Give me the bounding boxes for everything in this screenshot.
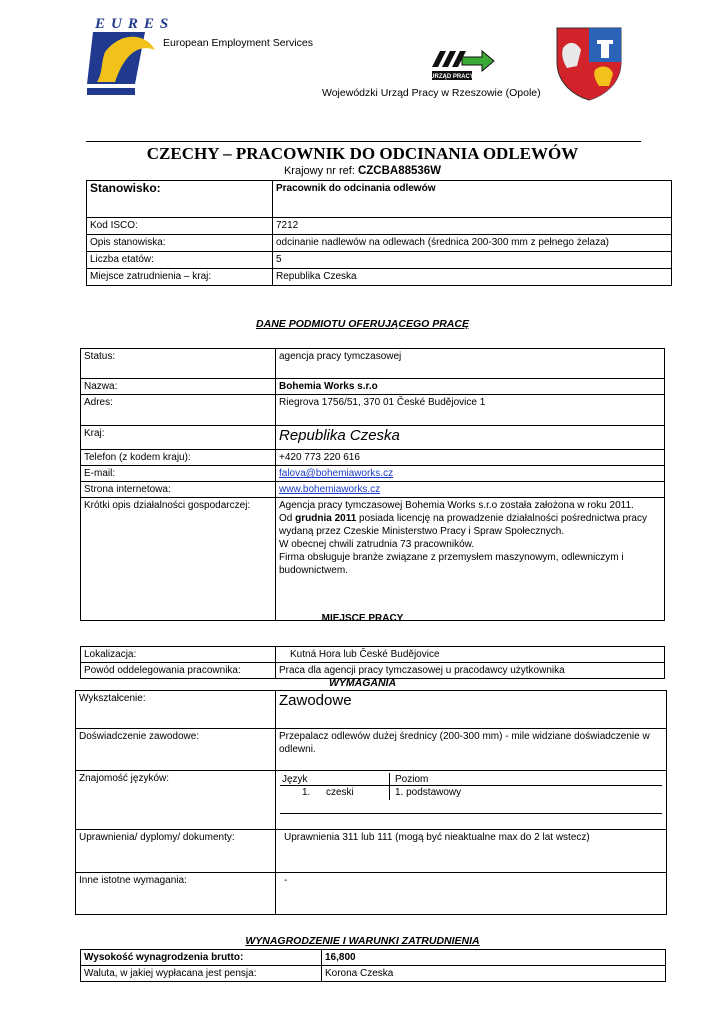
level-column-header: Poziom — [395, 774, 429, 785]
languages-label: Znajomość języków: — [76, 771, 276, 830]
country-label: Miejsce zatrudnienia – kraj: — [87, 269, 273, 286]
currency-label: Waluta, w jakiej wypłacana jest pensja: — [81, 966, 322, 982]
job-description-value: odcinanie nadlewów na odlewach (średnica 200-300 mm z pełnego żelaza) — [273, 235, 672, 252]
office-name: Wojewódzki Urząd Pracy w Rzeszowie (Opole) — [322, 87, 541, 99]
workplace-table — [80, 646, 665, 679]
address-value: Riegrova 1756/51, 370 01 České Budějovice 1 — [276, 395, 665, 426]
employer-country-label: Kraj: — [81, 426, 276, 450]
email-label: E-mail: — [81, 466, 276, 482]
employer-heading: DANE PODMIOTU OFERUJĄCEGO PRACĘ — [256, 318, 469, 330]
experience-value — [276, 729, 667, 771]
description-line: W obecnej chwili zatrudnia 73 pracowników. — [279, 539, 475, 550]
requirements-table — [75, 690, 667, 915]
status-label: Status: — [81, 349, 276, 379]
permits-value: Uprawnienia 311 lub 111 (mogą być nieaktualne max do 2 lat wstecz) — [276, 830, 667, 873]
description-line: Agencja pracy tymczasowej Bohemia Works s.r.o została założona w roku 2011. — [279, 500, 634, 511]
reason-value: Praca dla agencji pracy tymczasowej u pracodawcy użytkownika — [276, 663, 665, 679]
eures-logo — [85, 22, 165, 104]
reference-line — [0, 165, 725, 177]
description-value — [276, 498, 665, 621]
reason-label: Powód oddelegowania pracownika: — [81, 663, 276, 679]
experience-line: Przepalacz odlewów dużej średnicy (200-300 mm) - mile widziane doświadczenie w — [279, 731, 650, 742]
salary-table — [80, 949, 666, 982]
eures-logo-text: EURES — [95, 16, 175, 32]
education-value: Zawodowe — [276, 691, 667, 729]
urzad-pracy-logo — [428, 45, 496, 83]
location-label: Lokalizacja: — [81, 647, 276, 663]
gross-salary-label: Wysokość wynagrodzenia brutto: — [81, 950, 322, 966]
language-column-header: Język — [282, 774, 308, 785]
location-value: Kutná Hora lub České Budějovice — [276, 647, 665, 663]
permits-label: Uprawnienia/ dyplomy/ dokumenty: — [76, 830, 276, 873]
stanowisko-value: Pracownik do odcinania odlewów — [273, 181, 672, 218]
positions-value: 5 — [273, 252, 672, 269]
language-number: 1. — [302, 787, 311, 798]
employer-table — [80, 348, 665, 621]
phone-label: Telefon (z kodem kraju): — [81, 450, 276, 466]
eures-tagline: European Employment Services — [163, 37, 313, 49]
coat-of-arms-logo — [553, 22, 625, 102]
description-line: Od grudnia 2011 posiada licencję na prowadzenie działalności pośrednictwa pracy — [279, 513, 647, 524]
other-requirements-value: - — [276, 873, 667, 915]
table-row — [87, 218, 672, 235]
experience-label: Doświadczenie zawodowe: — [76, 729, 276, 771]
ref-value: CZCBA88536W — [357, 165, 442, 177]
website-link[interactable]: www.bohemiaworks.cz — [279, 484, 381, 495]
job-description-label: Opis stanowiska: — [87, 235, 273, 252]
salary-heading: WYNAGRODZENIE I WARUNKI ZATRUDNIENIA — [245, 935, 480, 947]
description-line: Firma obsługuje branże związane z przemysłem maszynowym, odlewniczym i — [279, 552, 624, 563]
company-name-label: Nazwa: — [81, 379, 276, 395]
gross-salary-value: 16,800 — [322, 950, 666, 966]
email-link[interactable]: falova@bohemiaworks.cz — [279, 468, 394, 479]
employer-country-value: Republika Czeska — [276, 426, 665, 450]
ref-label: Krajowy nr ref: — [283, 165, 355, 177]
workplace-heading: MIEJSCE PRACY — [321, 613, 404, 624]
page-title: CZECHY – PRACOWNIK DO ODCINANIA ODLEWÓW — [146, 144, 579, 163]
requirements-heading: WYMAGANIA — [328, 677, 397, 689]
header-rule — [86, 141, 641, 142]
description-line: wydaną przez Czeskie Ministerstwo Pracy i Spraw Społecznych. — [279, 526, 565, 537]
phone-value: +420 773 220 616 — [276, 450, 665, 466]
currency-value: Korona Czeska — [322, 966, 666, 982]
description-line: budownictwem. — [279, 565, 348, 576]
website-label: Strona internetowa: — [81, 482, 276, 498]
other-requirements-label: Inne istotne wymagania: — [76, 873, 276, 915]
table-row — [87, 235, 672, 252]
address-label: Adres: — [81, 395, 276, 426]
job-table — [86, 180, 672, 286]
country-value: Republika Czeska — [273, 269, 672, 286]
positions-label: Liczba etatów: — [87, 252, 273, 269]
language-level: 1. podstawowy — [395, 787, 462, 798]
status-value: agencja pracy tymczasowej — [276, 349, 665, 379]
language-name: czeski — [326, 787, 354, 798]
isco-value: 7212 — [273, 218, 672, 235]
table-row — [87, 252, 672, 269]
table-row — [87, 269, 672, 286]
up-logo-text: URZĄD PRACY — [430, 74, 474, 80]
stanowisko-label: Stanowisko: — [87, 181, 273, 218]
languages-cell — [276, 771, 667, 830]
company-name-value: Bohemia Works s.r.o — [276, 379, 665, 395]
education-label: Wykształcenie: — [76, 691, 276, 729]
isco-label: Kod ISCO: — [87, 218, 273, 235]
description-label: Krótki opis działalności gospodarczej: — [81, 498, 276, 621]
experience-line: odlewni. — [279, 744, 316, 755]
